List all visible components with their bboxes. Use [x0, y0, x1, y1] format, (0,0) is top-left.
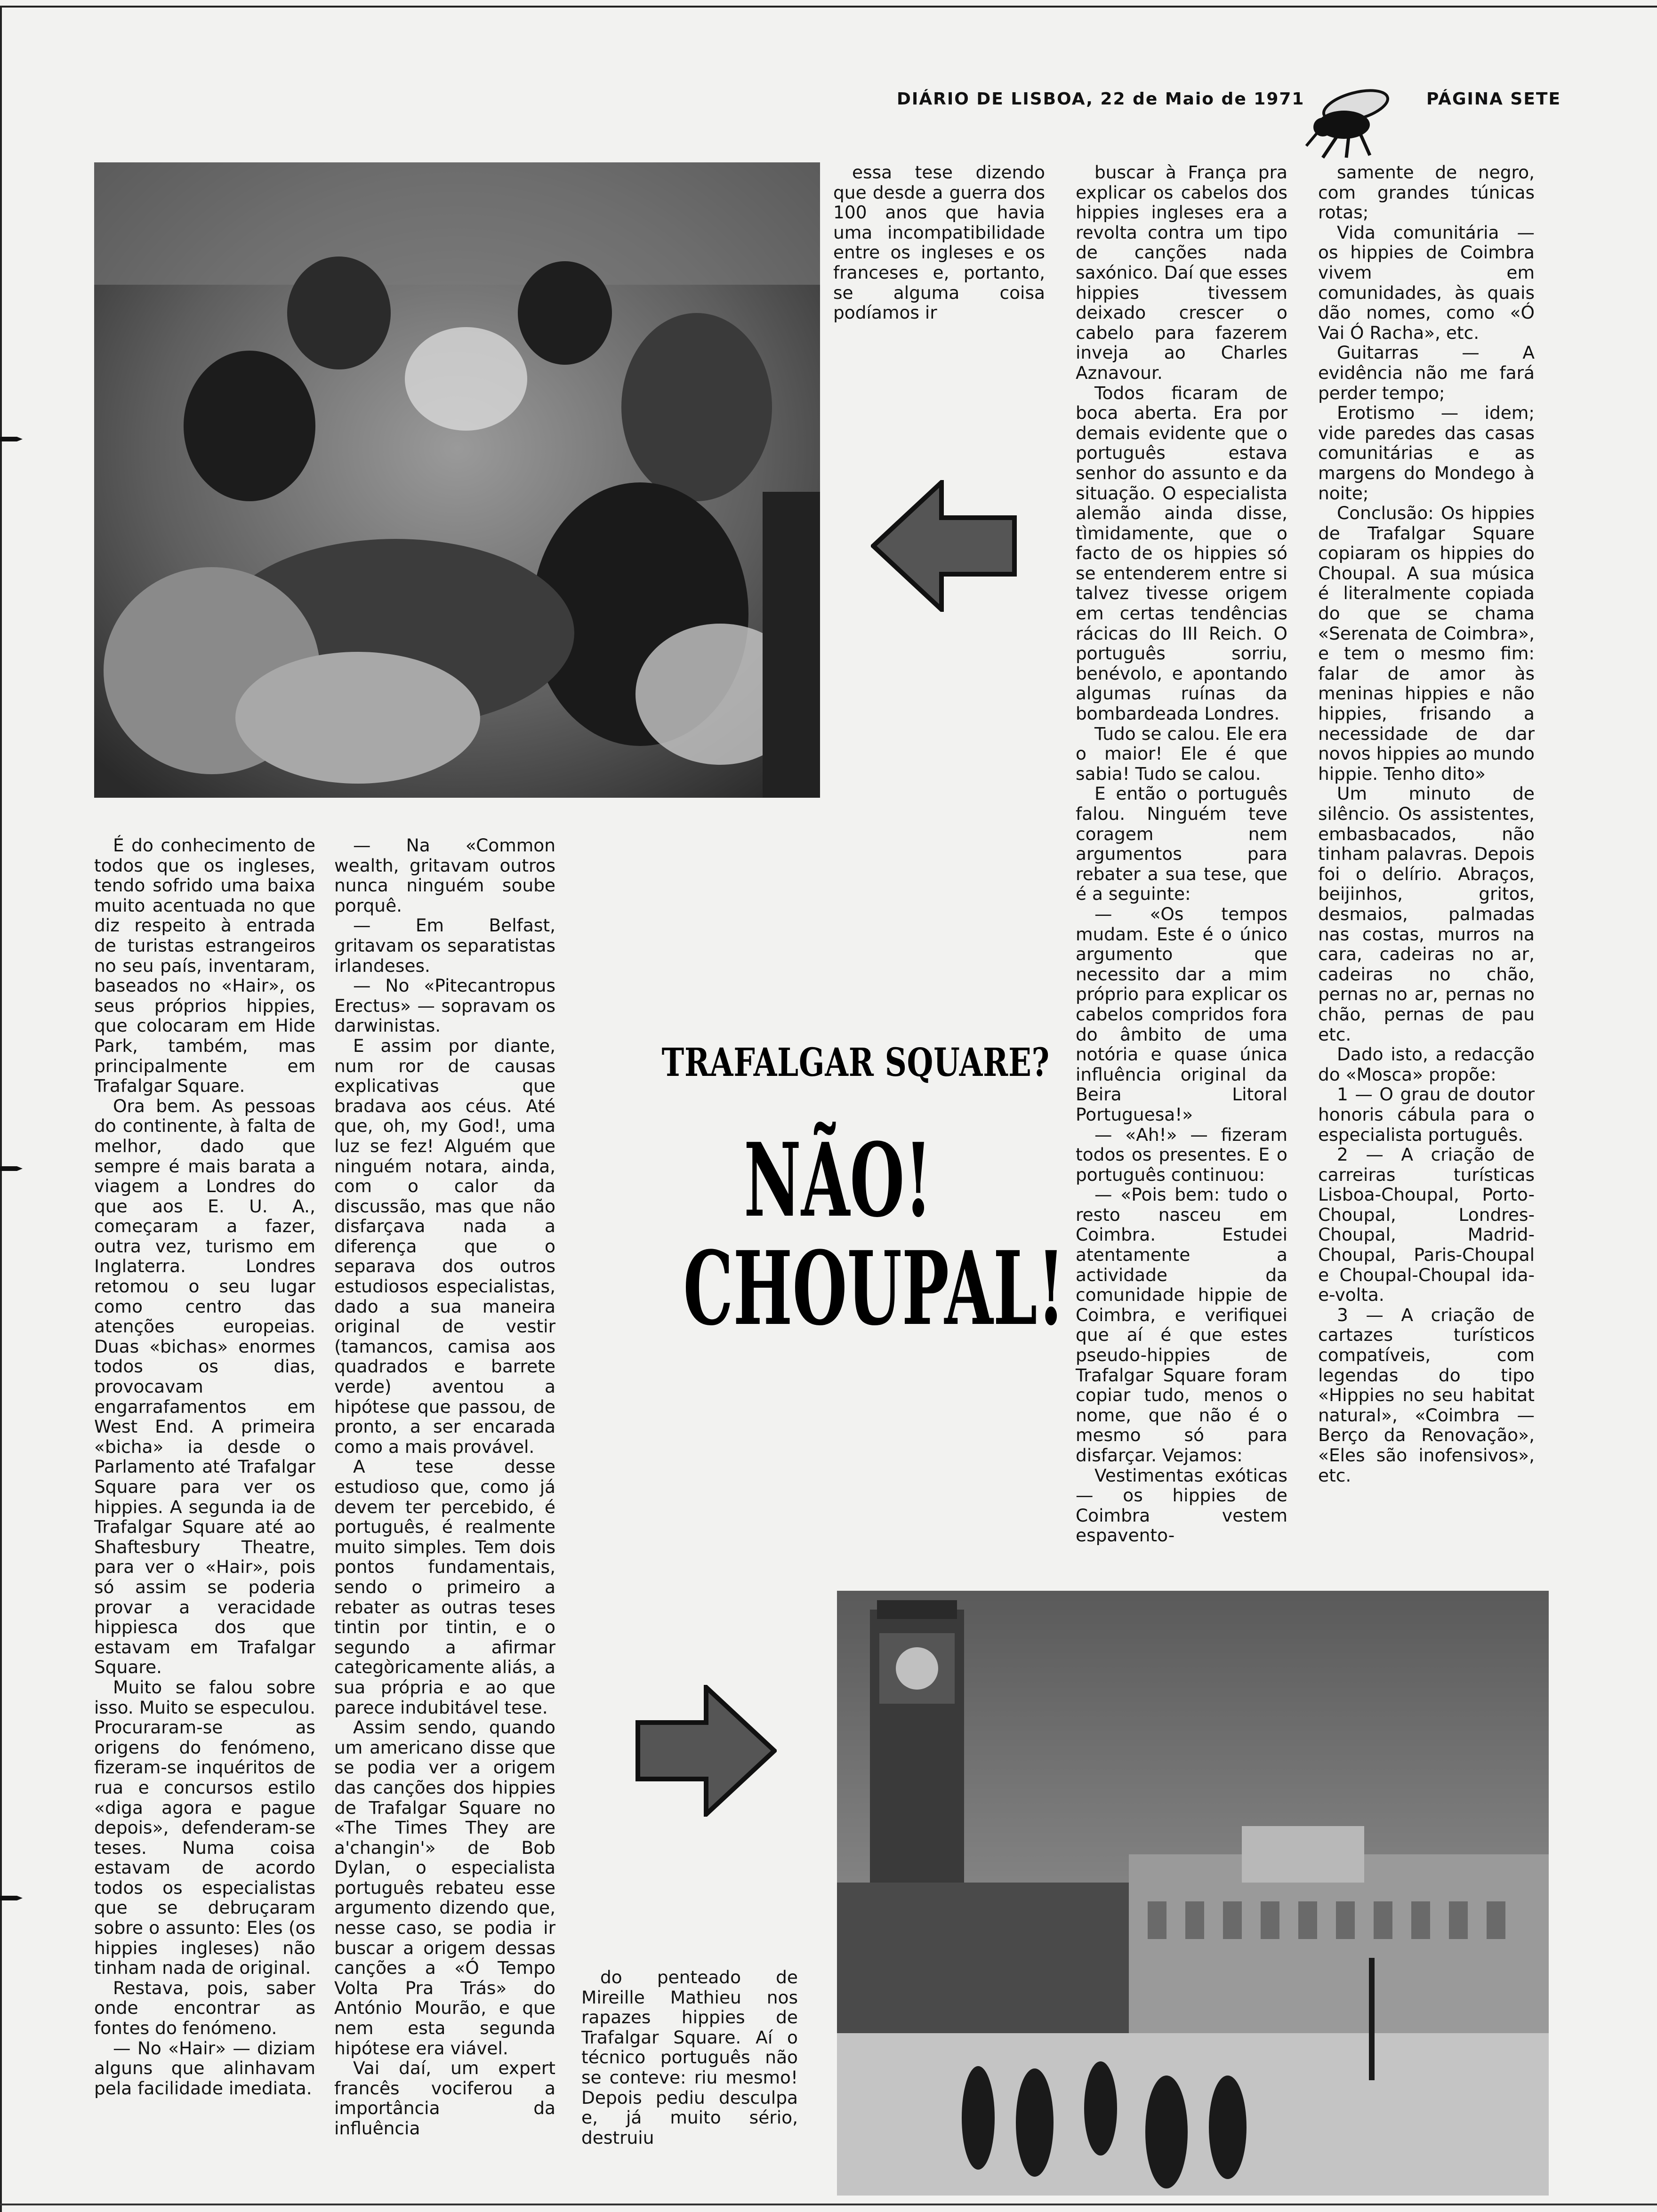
article-column-3-bottom	[581, 1967, 798, 2148]
paragraph: Muito se falou sobre isso. Muito se especulou. Procuraram-se as origens do fenómeno, fizeram-se inquéritos de rua e concursos estilo «diga agora e pague depois», defenderam-se teses. Numa coisa estavam de acordo todos os especialistas que se debruçaram sobre o assunto: Eles (os hippies ingleses) não tinham nada de original.	[94, 1676, 315, 1979]
paragraph: buscar à França pra explicar os cabelos dos hippies ingleses era a revolta contra um tipo de canções nada saxónico. Daí que esses hippies tivessem deixado crescer o cabelo para fazerem inveja ao Charles Aznavour.	[1076, 162, 1287, 383]
fly-icon	[1304, 80, 1398, 160]
paragraph: Assim sendo, quando um americano disse que se podia ver a origem das canções dos hippies de Trafalgar Square no «The Times They are a'changin'» de Bob Dylan, o especialista português rebateu esse argumento dizendo que, nesse caso, se podia ir buscar a origem dessas canções a «Ó Tempo Volta Pra Trás» do António Mourão, e que nem esta segunda hipótese era viável.	[334, 1717, 555, 2059]
paragraph: samente de negro, com grandes túnicas rotas;	[1318, 162, 1535, 223]
article-column-3-top	[833, 162, 1045, 323]
paragraph: essa tese dizendo que desde a guerra dos 100 anos que havia uma incompatibilidade entre os ingleses e os franceses e, portanto, se alguma coisa podíamos ir	[833, 162, 1045, 323]
margin-mark	[0, 1162, 23, 1175]
article-column-2	[334, 835, 555, 2139]
paragraph: E então o português falou. Ninguém teve coragem nem argumentos para rebater a sua tese, que é a seguinte:	[1076, 783, 1287, 905]
paragraph: Erotismo — idem; vide paredes das casas comunitárias e as margens do Mondego à noite;	[1318, 402, 1535, 504]
paragraph: Tudo se calou. Ele era o maior! Ele é que sabia! Tudo se calou.	[1076, 723, 1287, 784]
paragraph: Vida comunitária — os hippies de Coimbra vivem em comunidades, às quais dão nomes, como «Ó Vai Ó Racha», etc.	[1318, 222, 1535, 343]
margin-mark	[0, 433, 23, 445]
coimbra-university-square-photo	[837, 1591, 1549, 2196]
margin-mark	[0, 1892, 23, 1904]
headline-kicker: TRAFALGAR SQUARE?	[661, 1040, 1050, 1085]
paragraph: Todos ficaram de boca aberta. Era por demais evidente que o português estava senhor do assunto e da situação. O especialista alemão ainda disse, tìmidamente, que o facto de os hippies só se entenderem entre si talvez tivesse origem em certas tendências rácicas do III Reich. O português sorriu, benévolo, e apontando algumas ruínas da bombardeada Londres.	[1076, 382, 1287, 724]
paragraph: Guitarras — A evidência não me fará perder tempo;	[1318, 342, 1535, 403]
paragraph: Um minuto de silêncio. Os assistentes, embasbacados, não tinham palavras. Depois foi o delírio. Abraços, beijinhos, gritos, desmaios, palmadas nas costas, murros na cara, cadeiras no ar, cadeiras no chão, pernas no ar, pernas no chão, pernas de pau etc.	[1318, 783, 1535, 1045]
paragraph: É do conhecimento de todos que os ingleses, tendo sofrido uma baixa muito acentuada no que diz respeito à entrada de turistas estrangeiros no seu país, inventaram, baseados no «Hair», os seus próprios hippies, que colocaram em Hide Park, também, mas principalmente em Trafalgar Square.	[94, 835, 315, 1097]
paragraph: Dado isto, a redacção do «Mosca» propõe:	[1318, 1044, 1535, 1085]
paragraph: Vestimentas exóticas — os hippies de Coimbra vestem espavento-	[1076, 1465, 1287, 1546]
paragraph: — «Pois bem: tudo o resto nasceu em Coimbra. Estudei atentamente a actividade da comunidade hippie de Coimbra, e verifiquei que aí é que estes pseudo-hippies de Trafalgar Square foram copiar tudo, menos o nome, que não é o mesmo só para disfarçar. Vejamos:	[1076, 1184, 1287, 1466]
page-number-label: PÁGINA SETE	[1426, 89, 1561, 109]
headline-line-2: CHOUPAL!	[683, 1229, 1065, 1348]
hippies-group-photo	[94, 162, 820, 798]
paragraph: — «Ah!» — fizeram todos os presentes. E o português continuou:	[1076, 1124, 1287, 1185]
paragraph: — Em Belfast, gritavam os separatistas irlandeses.	[334, 915, 555, 976]
paragraph: Conclusão: Os hippies de Trafalgar Square copiaram os hippies do Choupal. A sua música é literalmente copiada do que se chama «Serenata de Coimbra», e tem o mesmo fim: falar de amor às meninas hippies e não hippies, frisando a necessidade de dar novos hippies ao mundo hippie. Tenho dito»	[1318, 503, 1535, 784]
article-column-5	[1318, 162, 1535, 1485]
paragraph: Restava, pois, saber onde encontrar as fontes do fenómeno.	[94, 1977, 315, 2039]
paragraph: — No «Hair» — diziam alguns que alinhavam pela facilidade imediata.	[94, 2037, 315, 2099]
article-column-1	[94, 835, 315, 2098]
paragraph: A tese desse estudioso que, como já devem ter percebido, é português, é realmente muito simples. Tem dois pontos fundamentais, sendo o primeiro a rebater as outras teses tintin por tintin, e o segundo a afirmar categòricamente aliás, a sua própria e ao que parece indubitável tese.	[334, 1456, 555, 1718]
headline-line-1: NÃO!	[744, 1121, 932, 1240]
paragraph: 1 — O grau de doutor honoris cábula para o especialista português.	[1318, 1084, 1535, 1145]
page-border-top	[0, 6, 1657, 8]
arrow-left-icon	[871, 480, 1017, 612]
paragraph: Vai daí, um expert francês vociferou a importância da influência	[334, 2058, 555, 2139]
paragraph: — Na «Common wealth, gritavam outros nunca ninguém soube porquê.	[334, 835, 555, 916]
paragraph: 3 — A criação de cartazes turísticos compatíveis, com legendas do tipo «Hippies no seu habitat natural», «Coimbra — Berço da Renovação», «Eles são inofensivos», etc.	[1318, 1304, 1535, 1486]
article-column-4	[1076, 162, 1287, 1546]
newspaper-date-line: DIÁRIO DE LISBOA, 22 de Maio de 1971	[897, 89, 1305, 109]
page-border-bottom	[0, 2204, 1657, 2205]
arrow-right-icon	[635, 1685, 777, 1817]
paragraph: — «Os tempos mudam. Este é o único argumento que necessito dar a mim próprio para explicar os cabelos compridos fora do âmbito de uma notória e quase única influência original da Beira Litoral Portuguesa!»	[1076, 903, 1287, 1125]
paragraph: do penteado de Mireille Mathieu nos rapazes hippies de Trafalgar Square. Aí o técnico português não se conteve: riu mesmo! Depois pediu desculpa e, já muito sério, destruiu	[581, 1967, 798, 2148]
paragraph: Ora bem. As pessoas do continente, à falta de melhor, dado que sempre é mais barata a viagem a Londres do que aos E. U. A., começaram a fazer, outra vez, turismo em Inglaterra. Londres retomou o seu lugar como centro das atenções europeias. Duas «bichas» enormes todos os dias, provocavam engarrafamentos em West End. A primeira «bicha» ia desde o Parlamento até Trafalgar Square para ver os hippies. A segunda ia de Trafalgar Square até ao Shaftesbury Theatre, para ver o «Hair», pois só assim se poderia provar a veracidade hippiesca dos que estavam em Trafalgar Square.	[94, 1095, 315, 1678]
paragraph: E assim por diante, num ror de causas explicativas que bradava aos céus. Até que, oh, my God!, uma luz se fez! Alguém que ninguém notara, ainda, com o calor da discussão, mas que não disfarçava nada a diferença que o separava dos outros estudiosos especialistas, dado a sua maneira original de vestir (tamancos, camisa aos quadrados e barrete verde) aventou a hipótese que passou, de pronto, a ser encarada como a mais provável.	[334, 1035, 555, 1457]
paragraph: 2 — A criação de carreiras turísticas Lisboa-Choupal, Porto-Choupal, Londres-Choupal, Madrid-Choupal, Paris-Choupal e Choupal-Choupal ida-e-volta.	[1318, 1144, 1535, 1306]
page-border-left	[0, 6, 2, 2212]
paragraph: — No «Pitecantropus Erectus» — sopravam os darwinistas.	[334, 975, 555, 1036]
